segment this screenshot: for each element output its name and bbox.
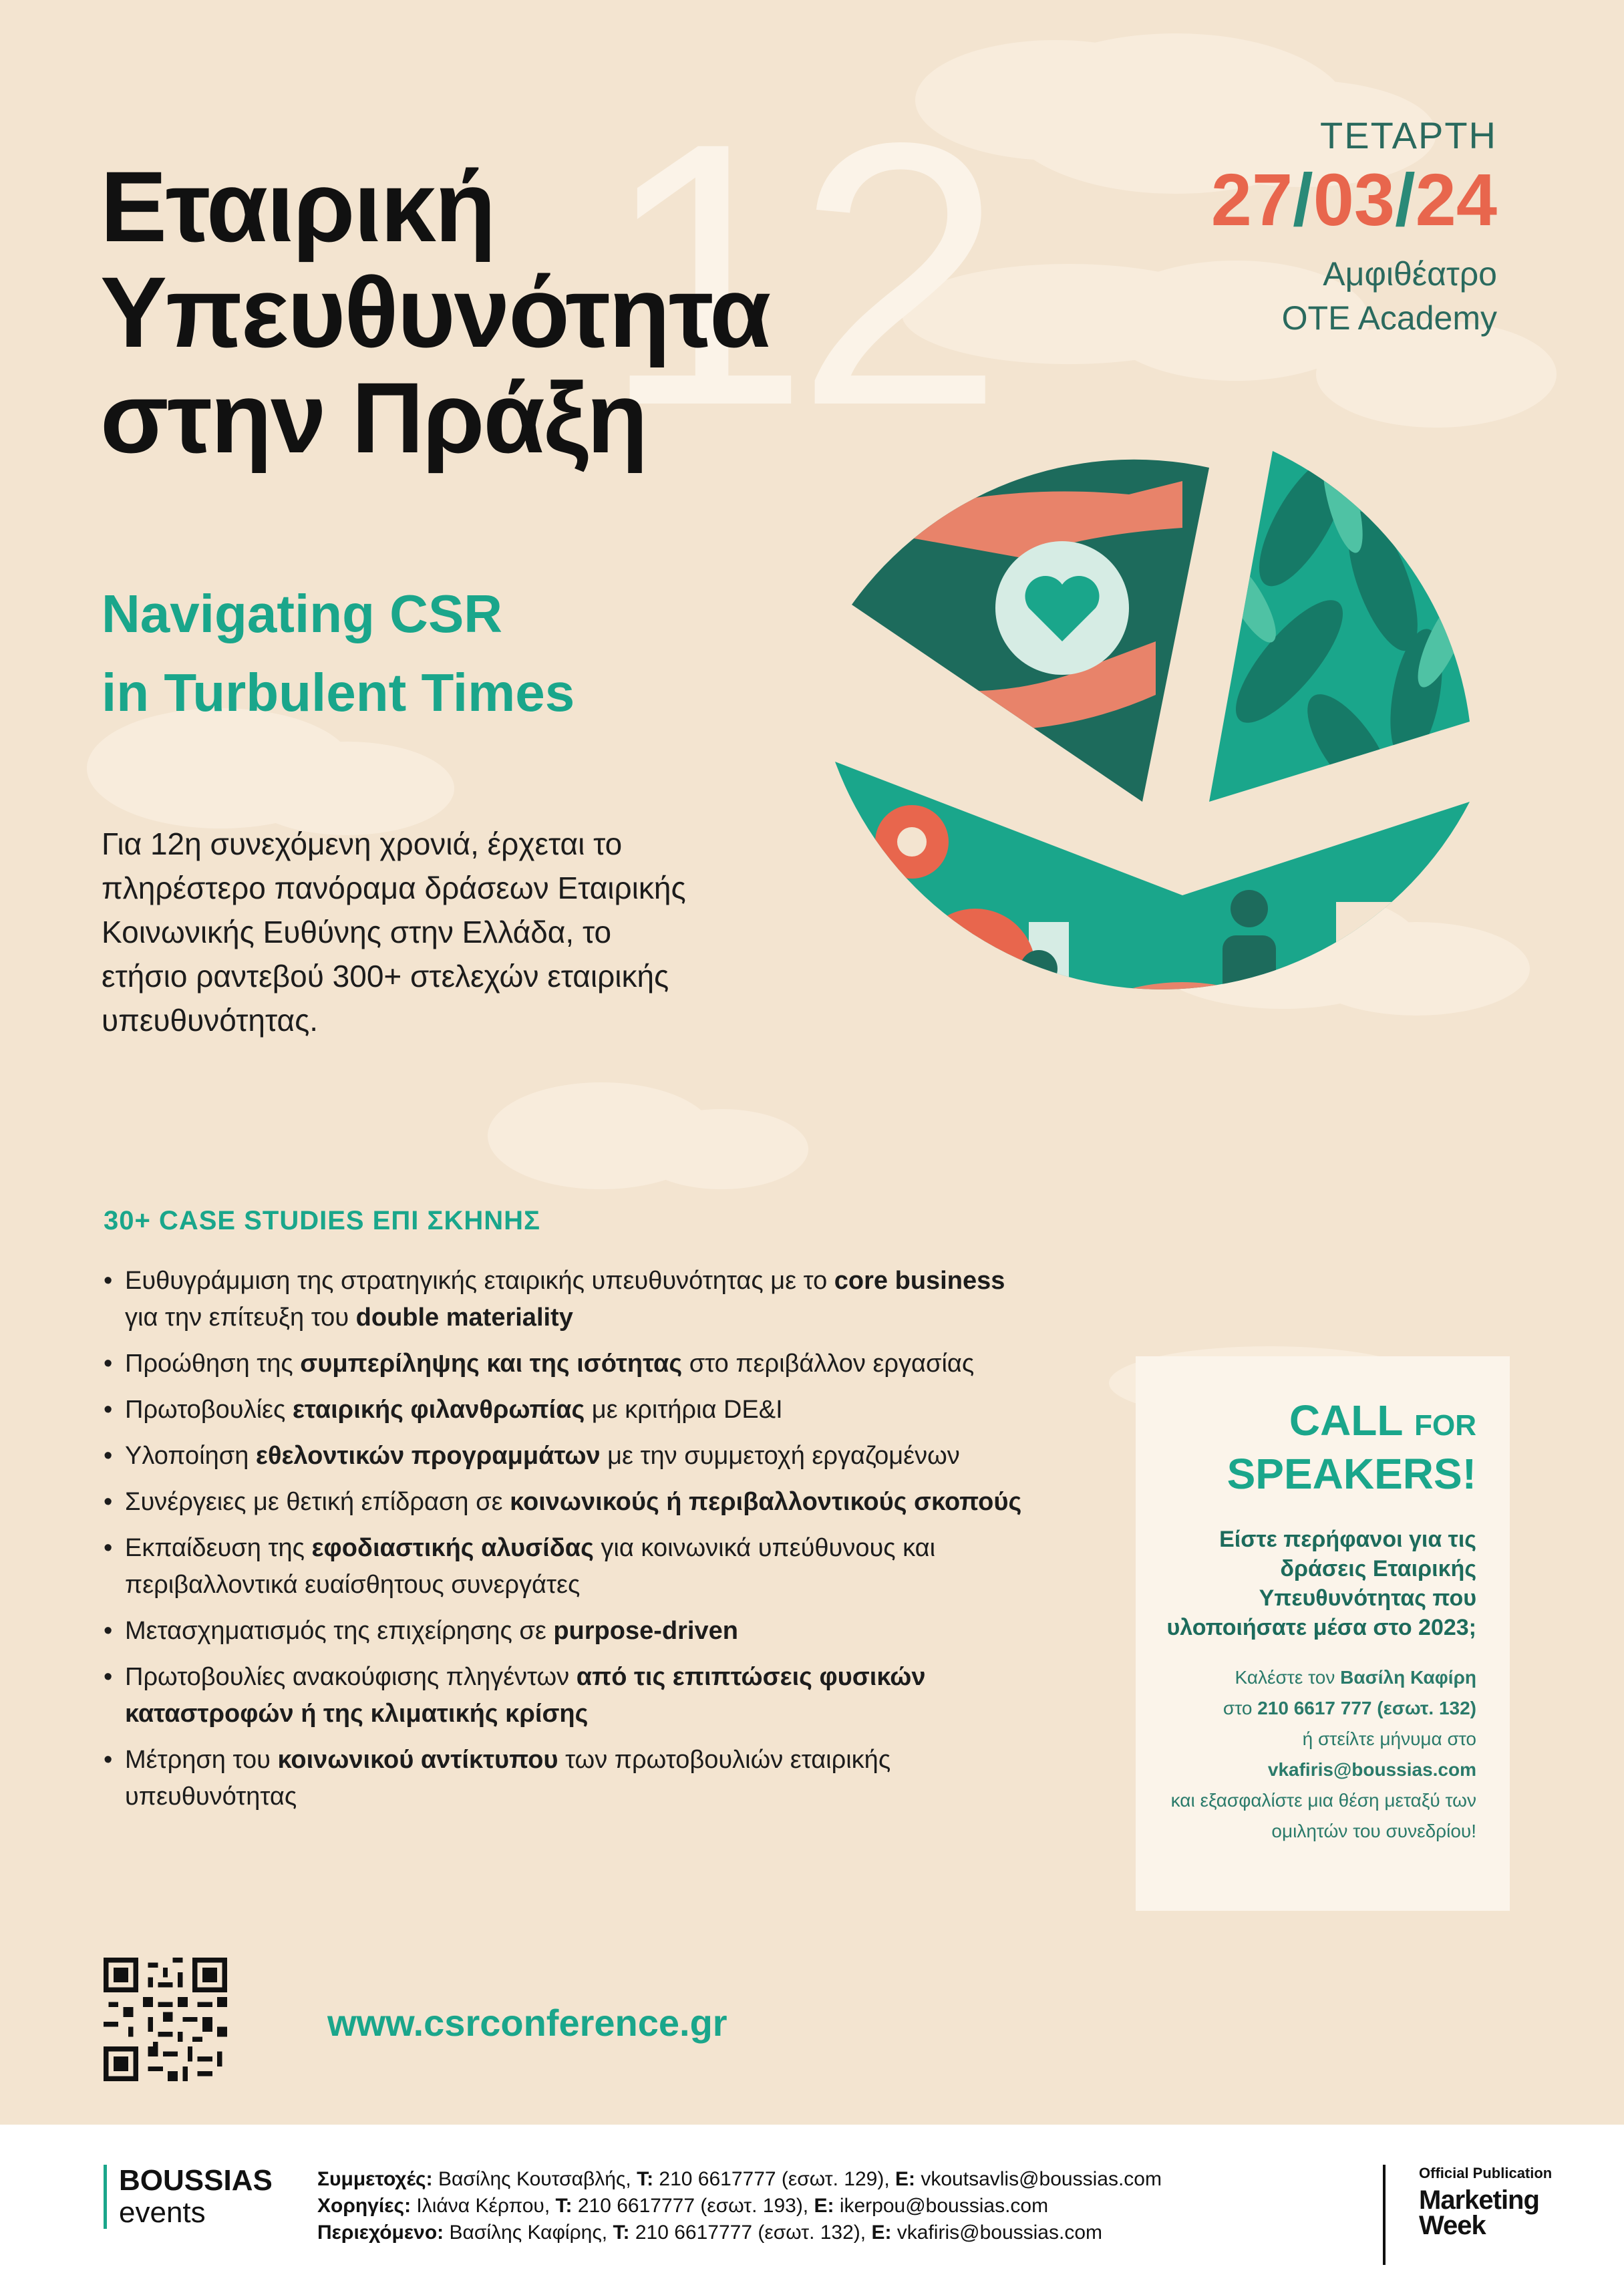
- plant-icon: [1289, 1109, 1323, 1142]
- case-study-text: Προώθηση της: [125, 1350, 301, 1378]
- call-for-speakers-heading: [1162, 1396, 1476, 1498]
- date-year: 24: [1415, 159, 1497, 241]
- case-study-text: Μέτρηση του: [125, 1746, 278, 1774]
- cfs-head-speakers: SPEAKERS!: [1227, 1450, 1476, 1498]
- publication-name-line: Week: [1419, 2211, 1486, 2240]
- case-study-item: [104, 1659, 1025, 1732]
- case-study-text: κοινωνικού αντίκτυπου: [277, 1746, 558, 1774]
- case-study-text: με κριτήρια DE&I: [585, 1396, 783, 1424]
- event-title-line: Υπευθυνότητα: [100, 256, 770, 368]
- date-separator: /: [1395, 159, 1416, 241]
- case-study-text: από τις επιπτώσεις φυσικών καταστροφών ή της κλιματικής κρίσης: [125, 1663, 926, 1728]
- venue-line: Αμφιθέατρο: [1323, 255, 1497, 293]
- case-study-text: core business: [834, 1267, 1005, 1295]
- case-study-text: εφοδιαστικής αλυσίδας: [311, 1534, 594, 1562]
- case-study-text: Συνέργειες με θετική επίδραση σε: [125, 1488, 510, 1516]
- contact-name: Βασίλης Κουτσαβλής,: [438, 2168, 637, 2190]
- event-venue: [1211, 252, 1497, 340]
- case-study-text: στο περιβάλλον εργασίας: [682, 1350, 975, 1378]
- case-study-text: με την συμμετοχή εργαζομένων: [600, 1442, 960, 1470]
- contact-line: [317, 2220, 1162, 2246]
- case-study-text: Εκπαίδευση της: [125, 1534, 312, 1562]
- case-study-text: purpose-driven: [553, 1617, 738, 1645]
- cfs-text: ή στείλτε μήνυμα στο: [1302, 1728, 1476, 1749]
- contact-name: Ιλιάνα Κέρπου,: [416, 2195, 556, 2217]
- contact-email[interactable]: vkafiris@boussias.com: [891, 2222, 1102, 2244]
- cfs-text: Καλέστε τον: [1235, 1667, 1341, 1688]
- cfs-head-call: CALL: [1289, 1396, 1403, 1444]
- case-study-text: εταιρικής φιλανθρωπίας: [292, 1396, 585, 1424]
- contact-phone[interactable]: 210 6617777 (εσωτ. 132),: [629, 2222, 872, 2244]
- contact-label: Χορηγίες:: [317, 2195, 412, 2217]
- case-study-text: Πρωτοβουλίες: [125, 1396, 293, 1424]
- subtitle-line: Navigating CSR: [102, 584, 503, 643]
- brand-subtitle: events: [119, 2196, 206, 2229]
- case-study-text: για την επίτευξη του: [125, 1304, 356, 1332]
- gear-icon: [915, 909, 1035, 1029]
- case-study-item: [104, 1613, 1025, 1650]
- cfs-text: στο: [1223, 1698, 1258, 1718]
- case-study-item: [104, 1742, 1025, 1815]
- case-study-item: [104, 1484, 1025, 1521]
- edition-number: 12: [601, 65, 991, 483]
- meeting-segment: [782, 742, 1490, 1316]
- cfs-question: Είστε περήφανοι για τις δράσεις Εταιρικής Υπευθυνότητας που υλοποιήσατε μέσα στο 2023;: [1166, 1527, 1476, 1640]
- footer: [0, 2125, 1624, 2295]
- event-subtitle: [102, 575, 770, 732]
- marketing-week-logo: [1419, 2187, 1552, 2238]
- event-date-block: [1211, 114, 1497, 340]
- cfs-email-link[interactable]: vkafiris@boussias.com: [1267, 1759, 1476, 1780]
- lightbulb-icon: [1299, 991, 1333, 1026]
- contact-phone[interactable]: 210 6617777 (εσωτ. 129),: [653, 2168, 896, 2190]
- case-study-text: κοινωνικούς ή περιβαλλοντικούς σκοπούς: [510, 1488, 1022, 1516]
- case-study-text: Υλοποίηση: [125, 1442, 256, 1470]
- case-study-text: double materiality: [355, 1304, 573, 1332]
- date-month: 03: [1313, 159, 1396, 241]
- case-study-text: για κοινωνικά υπεύθυνους και περιβαλλοντικά ευαίσθητους συνεργάτες: [125, 1534, 936, 1599]
- case-study-item: [104, 1392, 1025, 1428]
- contact-phone[interactable]: 210 6617777 (εσωτ. 193),: [572, 2195, 814, 2217]
- contact-email[interactable]: vkoutsavlis@boussias.com: [915, 2168, 1162, 2190]
- case-study-item: [104, 1438, 1025, 1475]
- call-for-speakers-box: [1136, 1356, 1510, 1911]
- case-study-text: Μετασχηματισμός της επιχείρησης σε: [125, 1617, 554, 1645]
- event-weekday: ΤΕΤΑΡΤΗ: [1320, 114, 1497, 156]
- contact-label: Συμμετοχές:: [317, 2168, 433, 2190]
- phone-label: T:: [555, 2195, 573, 2217]
- case-study-text: Πρωτοβουλίες ανακούφισης πληγέντων: [125, 1663, 577, 1691]
- boussias-events-logo: [104, 2165, 273, 2229]
- cfs-head-for: FOR: [1414, 1409, 1476, 1442]
- leaves-segment: [1182, 441, 1490, 842]
- intro-paragraph: Για 12η συνεχόμενη χρονιά, έρχεται το πληρέστερο πανόραμα δράσεων Εταιρικής Κοινωνικής Ευθύνης στην Ελλάδα, το ετήσιο ραντεβού 300+ στελεχών εταιρικής υπευθυνότητας.: [102, 826, 686, 1038]
- case-study-text: των πρωτοβουλιών εταιρικής υπευθυνότητας: [125, 1746, 891, 1811]
- publication-label: Official Publication: [1419, 2165, 1553, 2181]
- publication-name-line: Marketing: [1419, 2185, 1539, 2215]
- subtitle-line: in Turbulent Times: [102, 663, 575, 722]
- event-title-line: στην Πράξη: [100, 361, 647, 474]
- date-day: 27: [1210, 159, 1293, 241]
- email-label: E:: [895, 2168, 916, 2190]
- website-link[interactable]: www.csrconference.gr: [327, 2002, 727, 2044]
- event-date: [1211, 157, 1497, 244]
- email-label: E:: [814, 2195, 834, 2217]
- csr-illustration: [782, 441, 1490, 1316]
- phone-label: T:: [613, 2222, 630, 2244]
- meeting-table: [995, 982, 1369, 1316]
- phone-label: T:: [637, 2168, 654, 2190]
- date-separator: /: [1293, 159, 1313, 241]
- cfs-text: και εξασφαλίστε μια θέση μεταξύ των ομιλητών του συνεδρίου!: [1170, 1790, 1476, 1841]
- brand-name: BOUSSIAS: [119, 2164, 273, 2197]
- contact-line: [317, 2193, 1162, 2220]
- case-study-text: εθελοντικών προγραμμάτων: [255, 1442, 601, 1470]
- contact-label: Περιεχόμενο:: [317, 2222, 444, 2244]
- event-title-line: Εταιρική: [100, 150, 495, 263]
- cfs-contact-name: Βασίλη Καφίρη: [1340, 1667, 1476, 1688]
- qr-code[interactable]: [104, 1958, 227, 2081]
- footer-contacts: [317, 2166, 1162, 2246]
- case-study-text: συμπερίληψης και της ισότητας: [300, 1350, 683, 1378]
- email-label: E:: [871, 2222, 892, 2244]
- case-studies-title: 30+ CASE STUDIES ΕΠΙ ΣΚΗΝΗΣ: [104, 1206, 541, 1235]
- case-studies-list: [104, 1263, 1025, 1825]
- laptop-icon: [1289, 1229, 1343, 1256]
- cfs-contact-text: [1162, 1662, 1476, 1847]
- venue-line: OTE Academy: [1281, 299, 1497, 337]
- case-study-item: [104, 1263, 1025, 1336]
- contact-line: [317, 2166, 1162, 2193]
- case-study-text: Ευθυγράμμιση της στρατηγικής εταιρικής υπευθυνότητας με το: [125, 1267, 834, 1295]
- case-study-item: [104, 1530, 1025, 1603]
- cfs-phone[interactable]: 210 6617 777 (εσωτ. 132): [1257, 1698, 1476, 1718]
- official-publication: [1383, 2165, 1552, 2265]
- contact-name: Βασίλης Καφίρης,: [449, 2222, 613, 2244]
- contact-email[interactable]: ikerpou@boussias.com: [834, 2195, 1049, 2217]
- compass-icon: [1166, 1120, 1198, 1152]
- case-study-item: [104, 1346, 1025, 1382]
- event-title: [100, 150, 902, 474]
